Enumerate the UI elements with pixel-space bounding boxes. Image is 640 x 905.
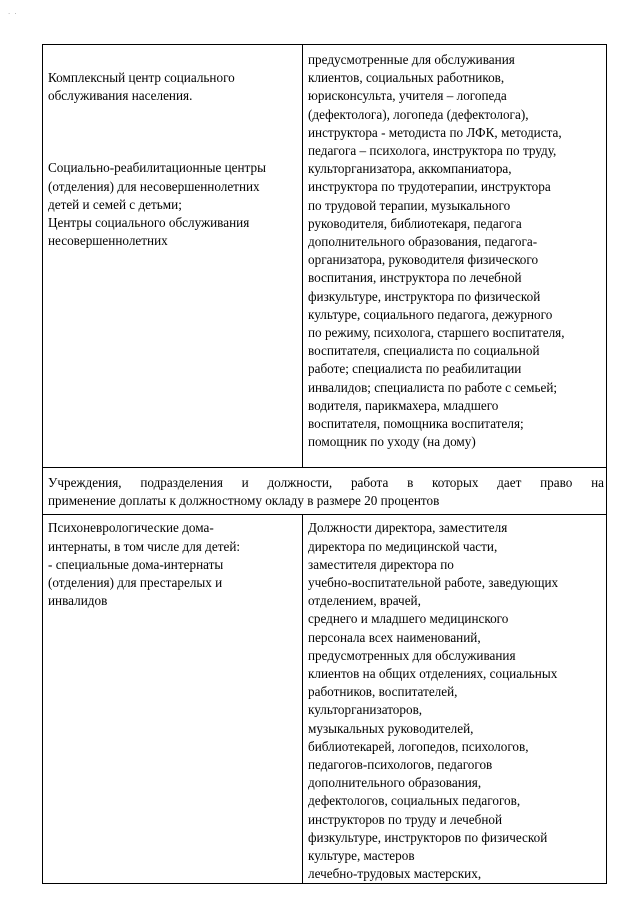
cell-line: интернаты, в том числе для детей: [48,538,241,554]
cell-line: по режиму, психолога, старшего воспитателя, [308,325,565,341]
cell-line: директора по медицинской части, [308,538,498,554]
cell-line: Психоневрологические дома- [48,520,214,536]
cell-line: инвалидов; специалиста по работе с семьей; [308,379,558,395]
cell-line: культуре, мастеров [308,848,415,864]
cell-line: работе; специалиста по реабилитации [308,361,522,377]
cell-line: Комплексный центр социального [48,70,235,85]
cell-line: дополнительного образования, педагога- [308,234,538,250]
cell-line: (дефектолога), логопеда (дефектолога), [308,106,529,122]
cell-line: воспитателя, специалиста по социальной [308,343,540,359]
cell-line: дополнительного образования, [308,775,482,791]
section-heading-cell [43,468,607,515]
cell-line: дефектологов, социальных педагогов, [308,793,521,809]
cell-line: среднего и младшего медицинского [308,611,509,627]
cell-line: инструкторов по труду и лечебной [308,811,503,827]
cell-line: отделением, врачей, [308,593,421,609]
cell-line: (отделения) для престарелых и [48,575,223,591]
cell-line: физкультуре, инструкторов по физической [308,829,548,845]
cell-line: работников, воспитателей, [308,684,458,700]
cell-line: клиентов, социальных работников, [308,70,505,86]
cell-line: персонала всех наименований, [308,629,481,645]
cell-line: библиотекарей, логопедов, психологов, [308,738,529,754]
table-row [43,468,607,515]
cell-line: юрисконсульта, учителя – логопеда [308,88,507,104]
cell-line: (отделения) для несовершеннолетних [48,178,260,194]
cell-line: - специальные дома-интернаты [48,556,224,572]
cell-line: педагога – психолога, инструктора по труду, [308,143,557,159]
cell-line: предусмотренных для обслуживания [308,647,516,663]
table-row [43,515,607,884]
cell-line: детей и семей с детьми; [48,196,182,212]
cell-line: обслуживания населения. [48,88,193,104]
cell-line: водителя, парикмахера, младшего [308,397,499,413]
cell-line: культорганизатора, аккомпаниатора, [308,161,512,177]
table-row [43,45,607,468]
cell-line: несовершеннолетних [48,233,168,249]
cell-line: физкультуре, инструктора по физической [308,288,541,304]
section-heading-line: Учреждения, подразделения и должности, работа в которых дает право на [48,475,604,490]
cell-line: педагогов-психологов, педагогов [308,757,493,773]
cell-line: Должности директора, заместителя [308,520,508,536]
positions-cell [303,515,607,884]
section-heading-line: применение доплаты к должностному окладу в размере 20 процентов [48,493,440,509]
cell-line: предусмотренные для обслуживания [308,52,515,67]
scan-artifact: · · [8,10,18,18]
cell-line: воспитания, инструктора по лечебной [308,270,522,286]
cell-line: руководителя, библиотекаря, педагога [308,215,522,231]
institution-cell [43,45,303,468]
cell-line: заместителя директора по [308,556,454,572]
cell-line: культорганизаторов, [308,702,423,718]
cell-line: Центры социального обслуживания [48,215,250,231]
cell-line: помощник по уходу (на дому) [308,434,476,450]
cell-line: музыкальных руководителей, [308,720,474,736]
cell-line: клиентов на общих отделениях, социальных [308,666,558,682]
cell-line: лечебно-трудовых мастерских, [308,866,482,882]
cell-line: культуре, социального педагога, дежурного [308,306,553,322]
institution-cell [43,515,303,884]
cell-line: организатора, руководителя физического [308,252,539,268]
cell-line: инструктора по трудотерапии, инструктора [308,179,551,195]
cell-line: учебно-воспитательной работе, заведующих [308,575,559,591]
positions-cell [303,45,607,468]
cell-line: инвалидов [48,593,108,609]
positions-table [42,44,607,884]
cell-line: инструктора - методиста по ЛФК, методиста, [308,124,562,140]
cell-line: Социально-реабилитационные центры [48,160,266,176]
cell-line: по трудовой терапии, музыкального [308,197,511,213]
cell-line: воспитателя, помощника воспитателя; [308,416,524,432]
